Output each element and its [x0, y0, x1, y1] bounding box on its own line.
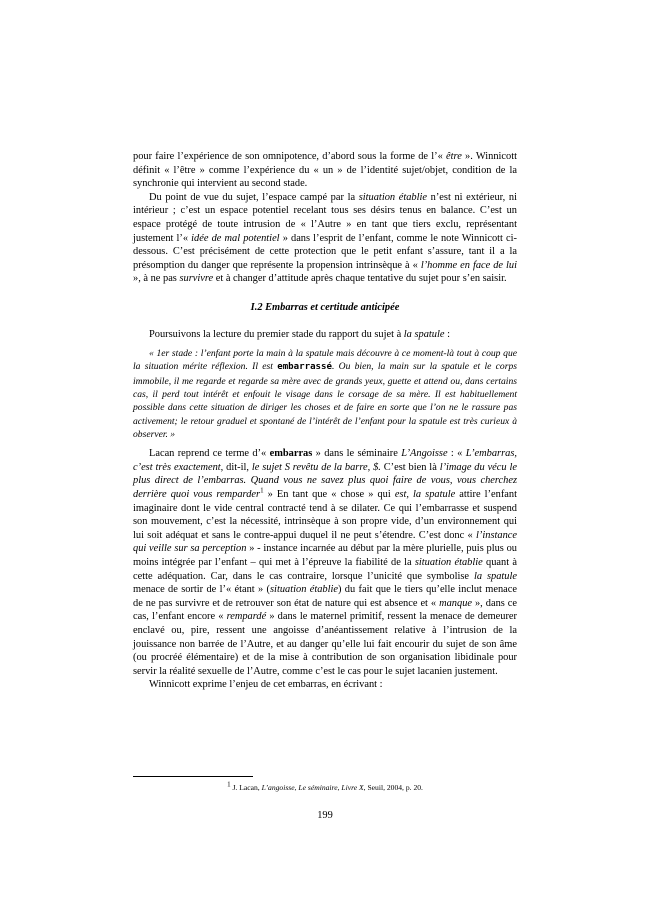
footnote-separator: [133, 776, 253, 777]
section-heading: I.2 Embarras et certitude anticipée: [250, 301, 400, 313]
paragraph-2: Du point de vue du sujet, l’espace campé par la situation établie n’est ni extérieur, ni intérieur ; c’est un espace potentiel recelant tous ses désirs tenus en balance. C’est un espace protégé de toute intrusion de « l’Autre » en tant que tiers exclu, représentant justement l’« idée de mal potentiel » dans l’esprit de l’enfant, comme le note Winnicott ci-dessous. C’est précisément de cette protection que le petit enfant s’assure, tant il a la présomption du danger que représente la propension intrinsèque à « l’homme en face de lui », à ne pas survivre et à changer d’attitude après chaque tentative du sujet pour s’en saisir.: [133, 191, 517, 285]
page-number: 199: [317, 810, 333, 821]
paragraph-4: Lacan reprend ce terme d’« embarras » dans le séminaire L’Angoisse : « L’embarras, c’est très exactement, dit-il, le sujet S revêtu de la barre, $. C’est bien là l’image du vécu le plus direct de l’embarras. Quand vous ne savez plus quoi faire de vous, vous cherchez derrière quoi vous remparder$^1$ » En tant que « chose » qui est, la spatule attire l’enfant imaginaire dont le vide central contracté tend à se dilater. Ce qui l’embarrasse et suspend son mouvement, c’est la nécessité, intrinsèque à son propre vide, d’un environnement qui lui soit adéquat et sans le contre-appui duquel il ne peut s’étendre. C’est donc « l’instance qui veille sur sa perception » - instance incarnée au début par la mère plurielle, puis plus ou moins intégrée par l’enfant – qui met à l’épreuve la fiabilité de la situation établie quant à cette adéquation. Car, dans le cas contraire, lorsque l’unicité que symbolise la spatule menace de sortir de l’« étant » (situation établie) du fait que le tiers qu’elle inclut menace de ne pas survivre et de retrouver son état de nature qui est absence et « manque », dans ce cas, l’enfant encore « rempardé » dans le maternel primitif, ressent la menace de demeurer enclavé ou, pire, ressent une angoisse d’anéantissement relative à l’intrusion de la jouissance non barrée de l’Autre, et au danger qu’elle lui fait encourir du sujet de son âme (ou procréé élémentaire) et de la mise à contribution de son organisation libidinale pour servir la réalité sexuelle de l’Autre, comme c’est le cas pour le sujet lacanien justement.: [133, 448, 518, 677]
paragraph-5: Winnicott exprime l’enjeu de cet embarras, en écrivant :: [149, 679, 383, 691]
block-quote-winnicott: « 1er stade : l’enfant porte la main à la spatule mais découvre à ce moment-là tout à coup que la situation mérite réflexion. Il est embarrassé. Ou bien, la main sur la spatule et le corps immobile, il me regarde et regarde sa mère avec de grands yeux, guette et attend ou, dans certains cas, il perd tout intérêt et enfouit le visage dans le corsage de sa mère. Il est habituellement possible dans cette situation de diriger les choses et de faire en sorte que l’on ne le rassure pas activement; le retour graduel et spontané de l’intérêt de l’enfant pour la spatule est très curieux à observer. »: [133, 348, 517, 440]
paragraph-1: pour faire l’expérience de son omnipotence, d’abord sous la forme de l’« être ». Winnicott définit « l’être » comme l’expérience du « un » de l’identité sujet/objet, condition de la synchronie qui intervient au second stade.: [133, 151, 517, 190]
paragraph-3: Poursuivons la lecture du premier stade du rapport du sujet à la spatule :: [149, 328, 450, 340]
footnote-1: $^1$ J. Lacan, L’angoisse, Le séminaire, Livre X, Seuil, 2004, p. 20.: [227, 780, 423, 792]
